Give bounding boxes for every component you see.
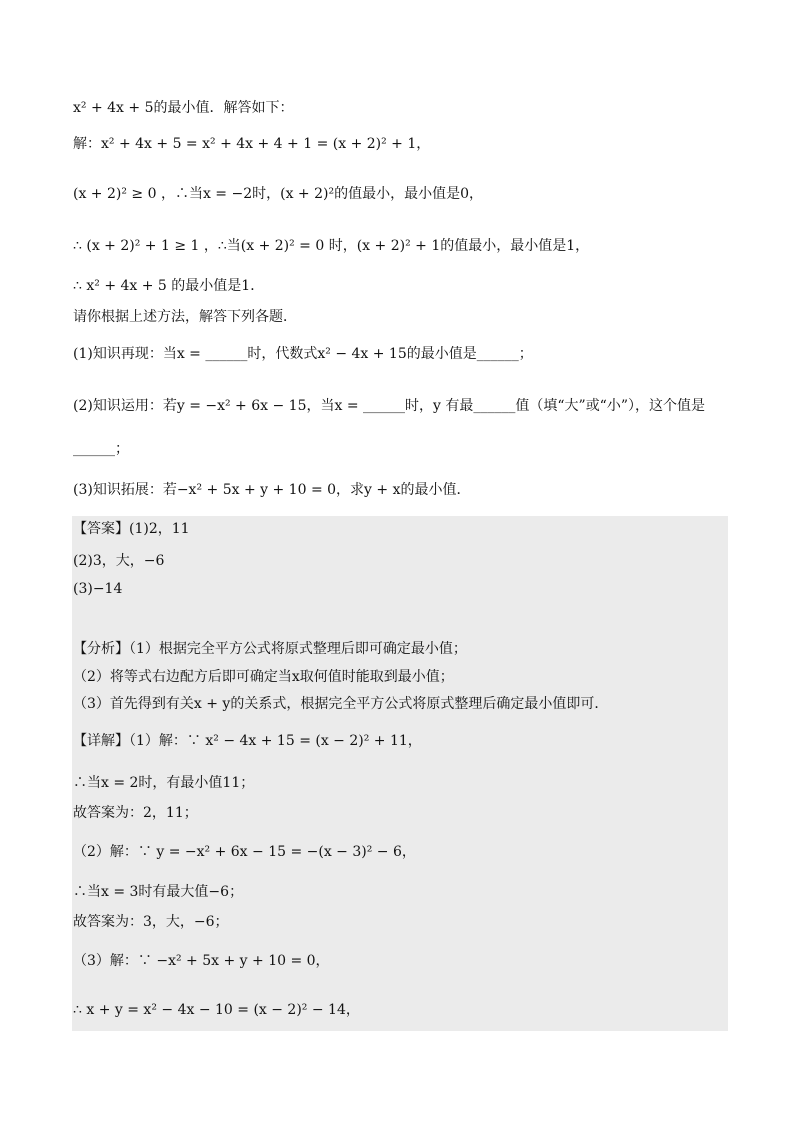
question-line-6: 请你根据上述方法，解答下列各题． [73,309,297,325]
answer-line-2: (2)3，大，−6 [73,553,165,569]
detail-line-2: ∴当x = 2时，有最小值11； [73,775,255,791]
question-line-1: x² + 4x + 5的最小值．解答如下： [73,100,294,116]
analysis-line-3: （3）首先得到有关x + y的关系式，根据完全平方公式将原式整理后确定最小值即可． [73,696,609,712]
question-line-4: ∴ (x + 2)² + 1 ≥ 1 ，∴当(x + 2)² = 0 时，(x + 2)² + 1的值最小，最小值是1， [73,238,590,254]
analysis-line-1: 【分析】（1）根据完全平方公式将原式整理后即可确定最小值； [73,641,467,657]
detail-line-3: 故答案为：2，11； [73,805,198,821]
answer-line-1: 【答案】(1)2，11 [73,521,190,537]
detail-line-8: ∴ x + y = x² − 4x − 10 = (x − 2)² − 14， [73,1002,360,1018]
question-line-3: (x + 2)² ≥ 0 ，∴当x = −2时，(x + 2)²的值最小，最小值是0， [73,186,483,202]
question-line-7: (1)知识再现：当x = ______时，代数式x² − 4x + 15的最小值是______； [73,346,533,362]
detail-line-7: （3）解：∵ −x² + 5x + y + 10 = 0， [73,953,330,969]
answer-line-3: (3)−14 [73,581,123,597]
question-line-10: (3)知识拓展：若−x² + 5x + y + 10 = 0，求y + x的最小值． [73,482,471,498]
question-line-8: (2)知识运用：若y = −x² + 6x − 15，当x = ______时，y 有最______值（填“大”或“小”），这个值是 [73,398,706,414]
detail-line-5: ∴当x = 3时有最大值−6； [73,884,244,900]
question-line-2: 解：x² + 4x + 5 = x² + 4x + 4 + 1 = (x + 2)² + 1， [73,136,431,152]
detail-line-4: （2）解：∵ y = −x² + 6x − 15 = −(x − 3)² − 6， [73,844,416,860]
analysis-line-2: （2）将等式右边配方后即可确定当x取何值时能取到最小值； [73,669,454,685]
question-line-5: ∴ x² + 4x + 5 的最小值是1． [73,278,265,294]
detail-line-6: 故答案为：3，大，−6； [73,914,229,930]
question-line-9: ______； [73,441,129,457]
detail-line-1: 【详解】（1）解：∵ x² − 4x + 15 = (x − 2)² + 11， [73,733,422,749]
